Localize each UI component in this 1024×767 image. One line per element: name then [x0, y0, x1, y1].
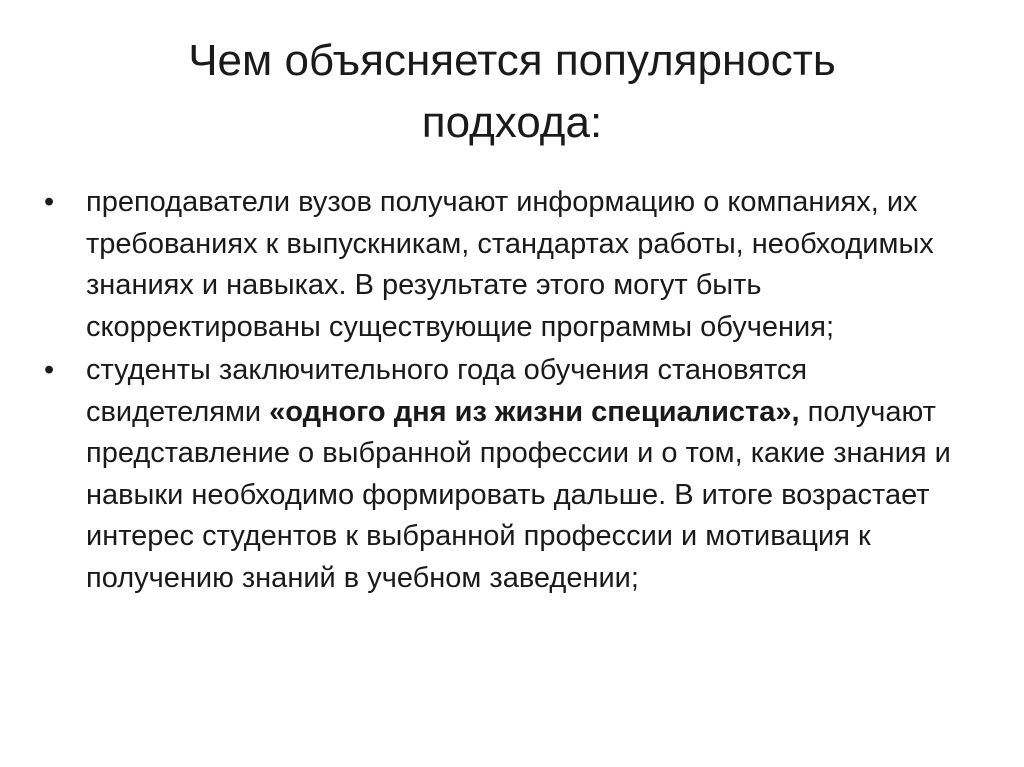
- bullet-item-2: [40, 350, 980, 599]
- bullet-text-2-before: студенты заключительного года обучения становятся свидетелями: [86, 354, 808, 428]
- bullet-text-2-bold: «одного дня из жизни специалиста»,: [269, 395, 800, 428]
- bullet-marker-icon: •: [44, 354, 55, 386]
- slide-title-line-1: Чем объясняется популярность: [188, 36, 836, 85]
- bullet-item-1: [40, 182, 980, 348]
- bullet-marker-icon: •: [44, 186, 55, 218]
- bullet-text-1: преподаватели вузов получают информацию о компаниях, их требованиях к выпускникам, стандартах работы, необходимых знаниях и навыках. В результате этого могут быть скорректированы существующие программы обучения;: [86, 186, 934, 343]
- bullet-list: [40, 182, 980, 601]
- bullet-text-2-after: получают представление о выбранной профессии и о том, какие знания и навыки необходимо формировать дальше. В итоге возрастает интерес студентов к выбранной профессии и мотивация к получению знаний в учебном заведении;: [86, 395, 951, 594]
- slide-title: [60, 30, 964, 154]
- slide-title-line-2: подхода:: [421, 98, 603, 147]
